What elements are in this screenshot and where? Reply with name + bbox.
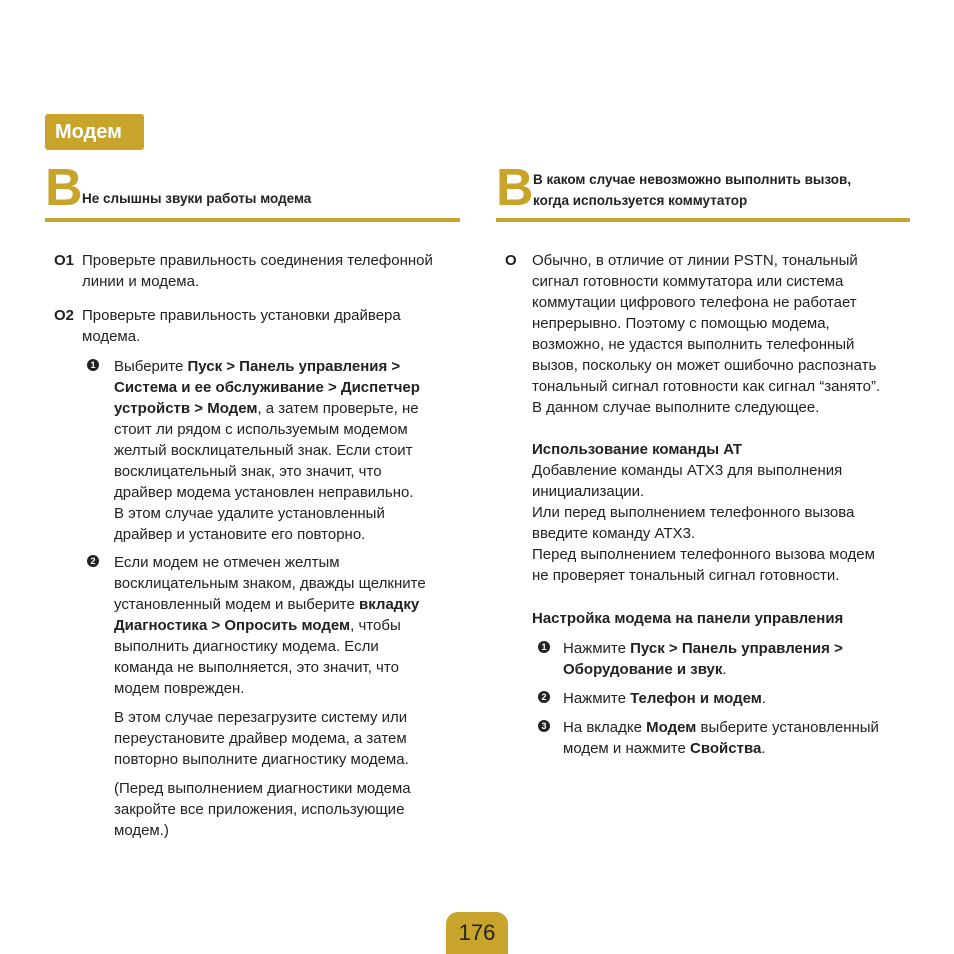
step-text: . — [761, 690, 767, 707]
step-text: желтый восклицательный знак. Если стоит — [114, 442, 413, 459]
step-text: В этом случае удалите установленный — [114, 505, 385, 522]
answer-text: коммутации цифрового телефона не работает — [532, 294, 857, 311]
question-header-left — [45, 159, 460, 222]
step-text: На вкладке — [563, 719, 647, 736]
step-text: драйвер и установите его повторно. — [114, 526, 366, 543]
step-number-icon: 1 — [538, 641, 550, 653]
answer-o — [496, 250, 910, 418]
paragraph-text: модем.) — [114, 822, 169, 839]
step-number-icon: 3 — [538, 720, 550, 732]
question-line: В каком случае невозможно выполнить вызов, — [533, 172, 852, 187]
right-column — [496, 159, 910, 759]
right-step-3 — [496, 717, 910, 759]
right-step-1 — [496, 638, 910, 680]
question-letter-right: B — [496, 159, 534, 217]
answer-o2-label: O2 — [54, 307, 75, 324]
step-number-icon: 1 — [87, 359, 99, 371]
step-text: , а затем проверьте, не — [257, 400, 419, 417]
paragraph-text: переустановите драйвер модема, а затем — [114, 730, 407, 747]
paragraph-text: (Перед выполнением диагностики модема — [114, 780, 411, 797]
paragraph-text: Перед выполнением телефонного вызова модем — [532, 546, 875, 563]
answer-text: сигнал готовности коммутатора или система — [532, 273, 844, 290]
paragraph-note — [45, 778, 460, 841]
answer-o1-text: линии и модема. — [82, 273, 200, 290]
step-number-icon: 2 — [538, 691, 550, 703]
paragraph-text: закройте все приложения, использующие — [114, 801, 405, 818]
step-text: драйвер модема установлен неправильно. — [114, 484, 414, 501]
answer-text: В данном случае выполните следующее. — [532, 399, 820, 416]
paragraph-text: повторно выполните диагностику модема. — [114, 751, 409, 768]
answer-o2 — [45, 305, 460, 347]
answer-o2-text: модема. — [82, 328, 141, 345]
step-text: стоит ли рядом с используемым модемом — [114, 421, 408, 438]
paragraph-text: Или перед выполнением телефонного вызова — [532, 504, 855, 521]
question-line: когда используется коммутатор — [533, 193, 748, 208]
paragraph-text: Добавление команды ATX3 для выполнения — [532, 462, 843, 479]
question-text-left: Не слышны звуки работы модема — [82, 191, 312, 206]
step-menu-path: вкладку — [359, 596, 420, 613]
step-number-icon: 2 — [87, 555, 99, 567]
step-text: восклицательный знак, это значит, что — [114, 463, 382, 480]
step-text: установленный модем и выберите — [114, 596, 360, 613]
step-menu-path: Пуск > Панель управления > — [187, 358, 401, 375]
step-1 — [45, 356, 460, 545]
answer-text: вызов, поскольку он может ошибочно распознать — [532, 357, 877, 374]
step-menu-path: Оборудование и звук — [563, 661, 723, 678]
step-menu-path: Пуск > Панель управления > — [630, 640, 843, 657]
answer-text: возможно, не удастся выполнить телефонный — [532, 336, 855, 353]
step-text: Выберите — [114, 358, 188, 375]
step-text: Если модем не отмечен желтым — [114, 554, 340, 571]
step-text: команда не выполняется, это значит, что — [114, 659, 399, 676]
step-text: модем поврежден. — [114, 680, 245, 697]
right-step-2 — [496, 688, 910, 709]
question-header-right — [496, 159, 910, 222]
step-text: выполнить диагностику модема. Если — [114, 638, 379, 655]
answer-o1-text: Проверьте правильность соединения телефонной — [82, 252, 433, 269]
question-text-right — [533, 169, 851, 211]
paragraph-text: инициализации. — [532, 483, 645, 500]
step-menu-path: Система и ее обслуживание > Диспетчер — [114, 379, 420, 396]
step-text: , чтобы — [350, 617, 401, 634]
answer-o1 — [45, 250, 460, 292]
left-column — [45, 159, 460, 841]
answer-o2-text: Проверьте правильность установки драйвера — [82, 307, 401, 324]
subheading-at-command: Использование команды AT — [532, 441, 743, 458]
step-text: выберите установленный — [696, 719, 879, 736]
paragraph-text: не проверяет тональный сигнал готовности. — [532, 567, 840, 584]
control-panel-block — [496, 608, 910, 629]
step-text: Нажмите — [563, 690, 631, 707]
step-text: восклицательным знаком, дважды щелкните — [114, 575, 426, 592]
step-text: . — [761, 740, 766, 757]
step-menu-path: Модем — [646, 719, 697, 736]
question-letter-left: B — [45, 159, 83, 217]
section-title: Модем — [45, 114, 144, 150]
answer-text: Обычно, в отличие от линии PSTN, тональный — [532, 252, 858, 269]
paragraph-text: В этом случае перезагрузите систему или — [114, 709, 408, 726]
answer-o-label: O — [505, 252, 517, 269]
step-menu-path: Телефон и модем — [630, 690, 762, 707]
answer-o1-label: O1 — [54, 252, 75, 269]
answer-text: непрерывно. Поэтому с помощью модема, — [532, 315, 830, 332]
answer-text: тональный сигнал готовности как сигнал “занято”. — [532, 378, 881, 395]
subheading-control-panel: Настройка модема на панели управления — [532, 610, 844, 627]
paragraph-reboot — [45, 707, 460, 770]
page-number: 176 — [446, 912, 508, 954]
at-command-block — [496, 439, 910, 586]
step-menu-path: Диагностика > Опросить модем — [114, 617, 351, 634]
step-text: модем и нажмите — [563, 740, 691, 757]
step-2 — [45, 552, 460, 699]
paragraph-text: введите команду ATX3. — [532, 525, 696, 542]
step-text: Нажмите — [563, 640, 631, 657]
step-menu-path: Свойства — [690, 740, 762, 757]
step-text: . — [722, 661, 727, 678]
step-menu-path: устройств > Модем — [114, 400, 258, 417]
